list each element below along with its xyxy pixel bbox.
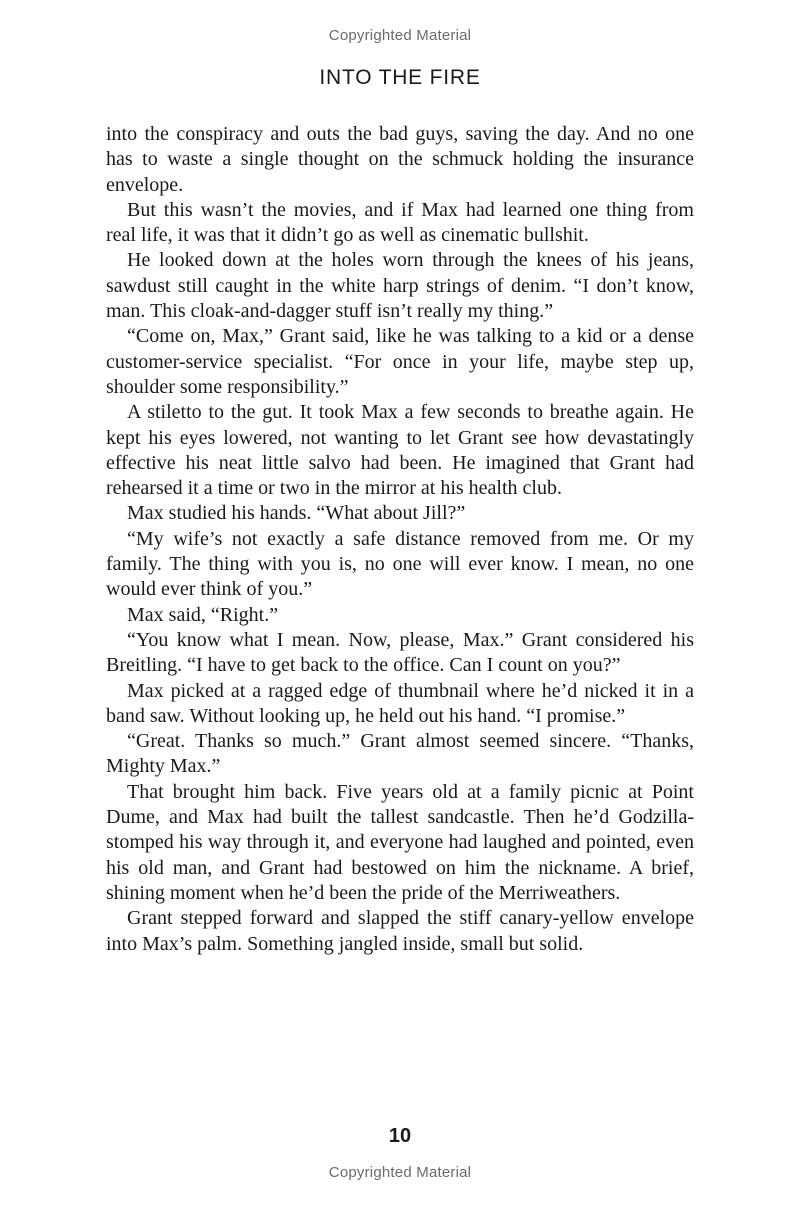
paragraph: “Come on, Max,” Grant said, like he was talking to a kid or a dense customer-service specialist. “For once in your life, maybe step up, shoulder some responsibility.” bbox=[106, 325, 694, 398]
paragraph: Max picked at a ragged edge of thumbnail where he’d nicked it in a band saw. Without looking up, he held out his hand. “I promise.” bbox=[106, 679, 694, 727]
copyright-watermark-bottom: Copyrighted Material bbox=[328, 1164, 472, 1181]
paragraph: Grant stepped forward and slapped the stiff canary-yellow envelope into Max’s palm. Something jangled inside, small but solid. bbox=[106, 907, 694, 955]
copyright-watermark-top: Copyrighted Material bbox=[328, 27, 472, 44]
page-number: 10 bbox=[388, 1125, 412, 1147]
paragraph: Max studied his hands. “What about Jill?” bbox=[127, 502, 466, 525]
paragraph: Max said, “Right.” bbox=[127, 603, 279, 626]
paragraph: He looked down at the holes worn through the knees of his jeans, sawdust still caught in the white harp strings of denim. “I don’t know, man. This cloak-and-dagger stuff isn’t really my thing.” bbox=[106, 249, 694, 323]
paragraph: That brought him back. Five years old at a family picnic at Point Dume, and Max had built the tallest sandcastle. Then he’d Godzilla-stomped his way through it, and everyone had laughed and pointed, even his old man, and Grant had bestowed on him the nickname. A brief, shining moment when he’d been the pride of the Merriweathers. bbox=[106, 780, 694, 904]
paragraph: “Great. Thanks so much.” Grant almost seemed sincere. “Thanks, Mighty Max.” bbox=[106, 730, 694, 778]
paragraph: into the conspiracy and outs the bad guys, saving the day. And no one has to waste a single thought on the schmuck holding the insurance envelope. bbox=[106, 123, 694, 196]
paragraph: A stiletto to the gut. It took Max a few seconds to breathe again. He kept his eyes lowered, not wanting to let Grant see how devastatingly effective his neat little salvo had been. He imagined that Grant had rehearsed it a time or two in the mirror at his health club. bbox=[106, 401, 694, 500]
running-head: INTO THE FIRE bbox=[319, 66, 481, 89]
body-text bbox=[106, 122, 694, 957]
paragraph: “My wife’s not exactly a safe distance removed from me. Or my family. The thing with you is, no one will ever know. I mean, no one would ever think of you.” bbox=[106, 527, 694, 601]
paragraph: But this wasn’t the movies, and if Max had learned one thing from real life, it was that it didn’t go as well as cinematic bullshit. bbox=[106, 198, 694, 247]
paragraph: “You know what I mean. Now, please, Max.” Grant considered his Breitling. “I have to get back to the office. Can I count on you?” bbox=[106, 628, 694, 677]
